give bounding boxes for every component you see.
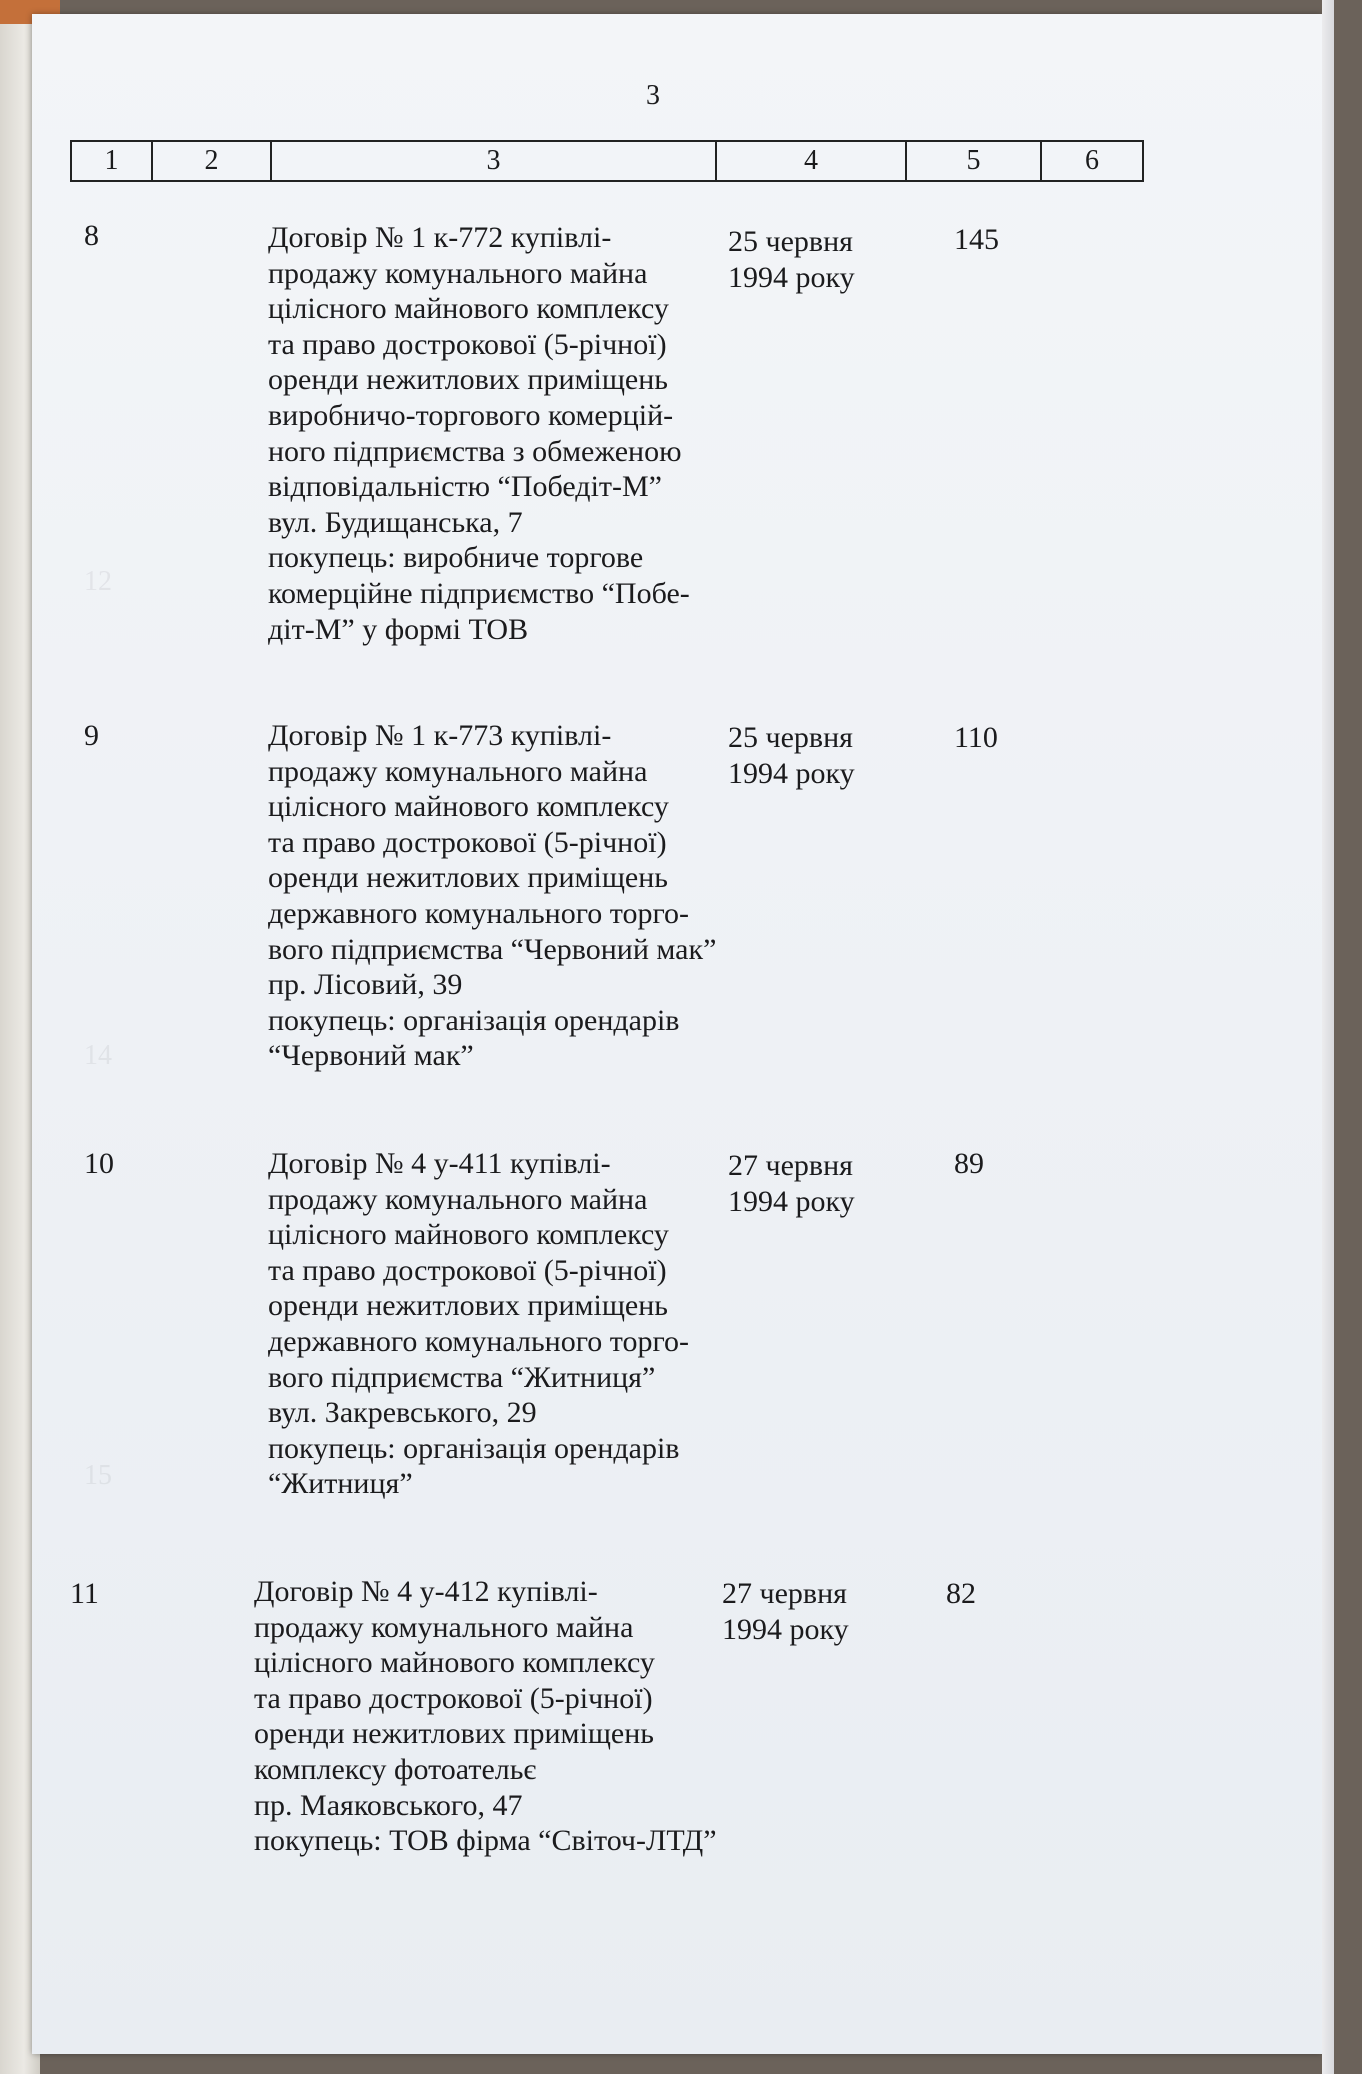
entry-number: 11 xyxy=(70,1577,99,1610)
entry-description: Договір № 4 у-412 купівлі- продажу комунального майна цілісного майнового комплексу та право дострокової (5-річної) оренди нежитлових приміщень комплексу фотоательє пр. Маяковського, 47 покупець: ТОВ фірма “Світоч-ЛТД” xyxy=(254,1575,717,1858)
bleed-through-mark: 15 xyxy=(84,1460,112,1491)
entry-date: 27 червня 1994 року xyxy=(722,1577,849,1646)
entry-description: Договір № 4 у-411 купівлі- продажу комунального майна цілісного майнового комплексу та право дострокової (5-річної) оренди нежитлових приміщень державного комунального торго- вого підприємства “Житниця” вул. Закревського, 29 покупець: організація орендарів “Житниця” xyxy=(268,1147,690,1501)
page-number: 3 xyxy=(646,80,660,111)
column-header-3: 3 xyxy=(271,141,716,181)
column-header-row xyxy=(71,141,1143,181)
entry-price: 82 xyxy=(946,1577,976,1610)
column-header-table xyxy=(70,140,1144,182)
entry-number: 8 xyxy=(84,219,99,252)
entry-number: 9 xyxy=(84,719,99,752)
bleed-through-mark: 12 xyxy=(84,566,112,597)
column-header-4: 4 xyxy=(716,141,906,181)
page-edge xyxy=(1322,0,1334,2074)
entry-date: 25 червня 1994 року xyxy=(728,225,855,294)
entry-price: 110 xyxy=(954,721,998,754)
column-header-1: 1 xyxy=(71,141,152,181)
entry-number: 10 xyxy=(84,1147,114,1180)
entry-date: 27 червня 1994 року xyxy=(728,1149,855,1218)
column-header-2: 2 xyxy=(152,141,271,181)
entry-price: 145 xyxy=(954,223,999,256)
entry-price: 89 xyxy=(954,1147,984,1180)
column-header-6: 6 xyxy=(1041,141,1143,181)
column-header-5: 5 xyxy=(906,141,1041,181)
entry-date: 25 червня 1994 року xyxy=(728,721,855,790)
bleed-through-mark: 14 xyxy=(84,1040,112,1071)
entry-description: Договір № 1 к-773 купівлі- продажу комунального майна цілісного майнового комплексу та право дострокової (5-річної) оренди нежитлових приміщень державного комунального торго- вого підприємства “Червоний мак” пр. Лісовий, 39 покупець: організація орендарів “Червоний мак” xyxy=(268,719,717,1073)
entry-description: Договір № 1 к-772 купівлі- продажу комунального майна цілісного майнового комплексу та право дострокової (5-річної) оренди нежитлових приміщень виробничо-торгового комерцій- ного підприємства з обмеженою відповідальністю “Победіт-М” вул. Будищанська, 7 покупець: виробниче торгове комерційне підприємство “Побе- діт-М” у формі ТОВ xyxy=(268,221,690,646)
